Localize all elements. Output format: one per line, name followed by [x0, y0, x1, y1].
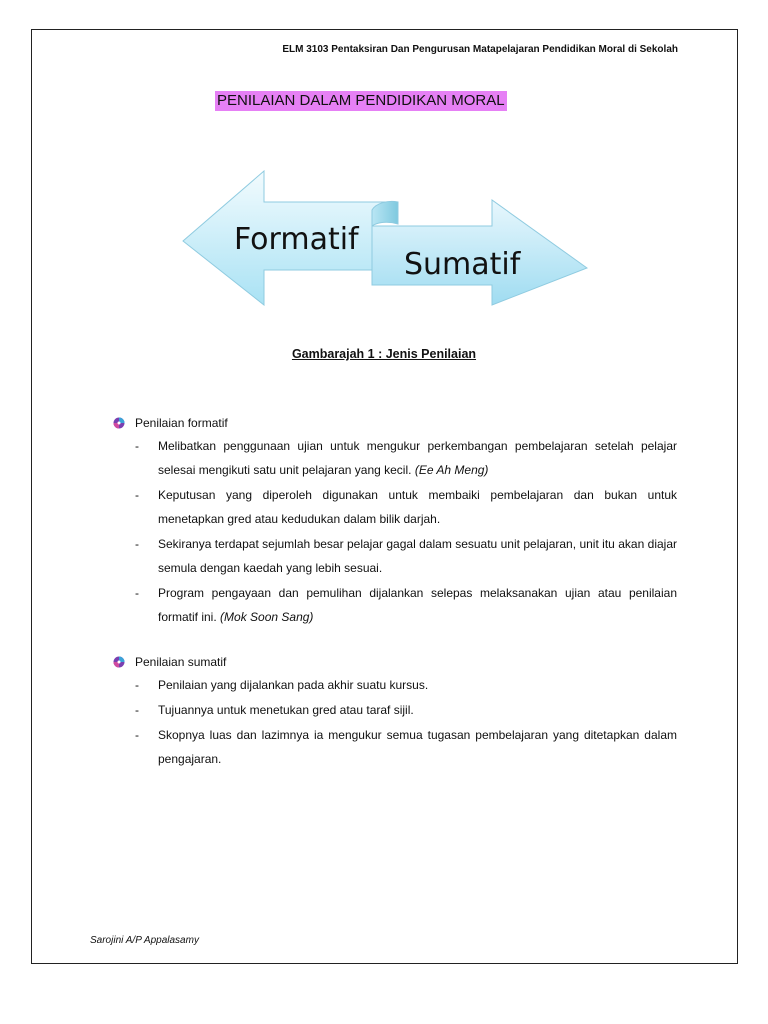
- list-item: [113, 723, 677, 771]
- list-item: [113, 581, 677, 629]
- section-heading: Penilaian formatif: [135, 416, 228, 430]
- globe-bullet-icon: [113, 417, 125, 429]
- list-item: [113, 434, 677, 482]
- list-item-text: Sekiranya terdapat sejumlah besar pelajar gagal dalam sesuatu unit pelajaran, unit itu akan diajar semula dengan kaedah yang lebih sesuai.: [158, 537, 677, 575]
- list-item-text: Tujuannya untuk menetukan gred atau taraf sijil.: [158, 703, 414, 717]
- sumatif-label: Sumatif: [404, 247, 521, 282]
- figure-caption: [0, 347, 768, 361]
- section-heading: Penilaian sumatif: [135, 655, 227, 669]
- document-title: PENILAIAN DALAM PENDIDIKAN MORAL: [217, 92, 505, 109]
- section-sumatif: [113, 652, 693, 771]
- list-item-text: Penilaian yang dijalankan pada akhir suatu kursus.: [158, 678, 429, 692]
- list-item-text: Keputusan yang diperoleh digunakan untuk membaiki pembelajaran dan bukan untuk menetapkan gred atau kedudukan dalam bilik darjah.: [158, 488, 677, 526]
- dash-marker: -: [135, 586, 139, 600]
- dash-marker: -: [135, 728, 139, 742]
- dash-marker: -: [135, 537, 139, 551]
- dash-marker: -: [135, 678, 139, 692]
- section-heading-row: [113, 652, 693, 672]
- sumatif-list: [113, 673, 693, 771]
- list-item: [113, 483, 677, 531]
- figure-caption-text: Gambarajah 1 : Jenis Penilaian: [291, 347, 477, 361]
- list-item: [113, 673, 677, 697]
- course-header: ELM 3103 Pentaksiran Dan Pengurusan Matapelajaran Pendidikan Moral di Sekolah: [282, 44, 678, 55]
- citation: (Ee Ah Meng): [414, 463, 489, 477]
- dash-marker: -: [135, 488, 139, 502]
- dash-marker: -: [135, 439, 139, 453]
- list-item-text: Skopnya luas dan lazimnya ia mengukur semua tugasan pembelajaran yang ditetapkan dalam pengajaran.: [158, 728, 677, 766]
- list-item: [113, 532, 677, 580]
- list-item-text: Melibatkan penggunaan ujian untuk mengukur perkembangan pembelajaran setelah pelajar selesai mengikuti satu unit pelajaran yang kecil.: [158, 439, 677, 477]
- list-item: [113, 698, 677, 722]
- formatif-sumatif-arrow-diagram: [182, 170, 588, 306]
- formatif-label: Formatif: [234, 222, 359, 257]
- dash-marker: -: [135, 703, 139, 717]
- section-formatif: [113, 413, 693, 629]
- globe-bullet-icon: [113, 656, 125, 668]
- section-heading-row: [113, 413, 693, 433]
- citation: (Mok Soon Sang): [220, 610, 314, 624]
- formatif-list: [113, 434, 693, 629]
- list-item-text: Program pengayaan dan pemulihan dijalankan selepas melaksanakan ujian atau penilaian formatif ini.: [158, 586, 677, 624]
- footer-author: Sarojini A/P Appalasamy: [90, 935, 199, 946]
